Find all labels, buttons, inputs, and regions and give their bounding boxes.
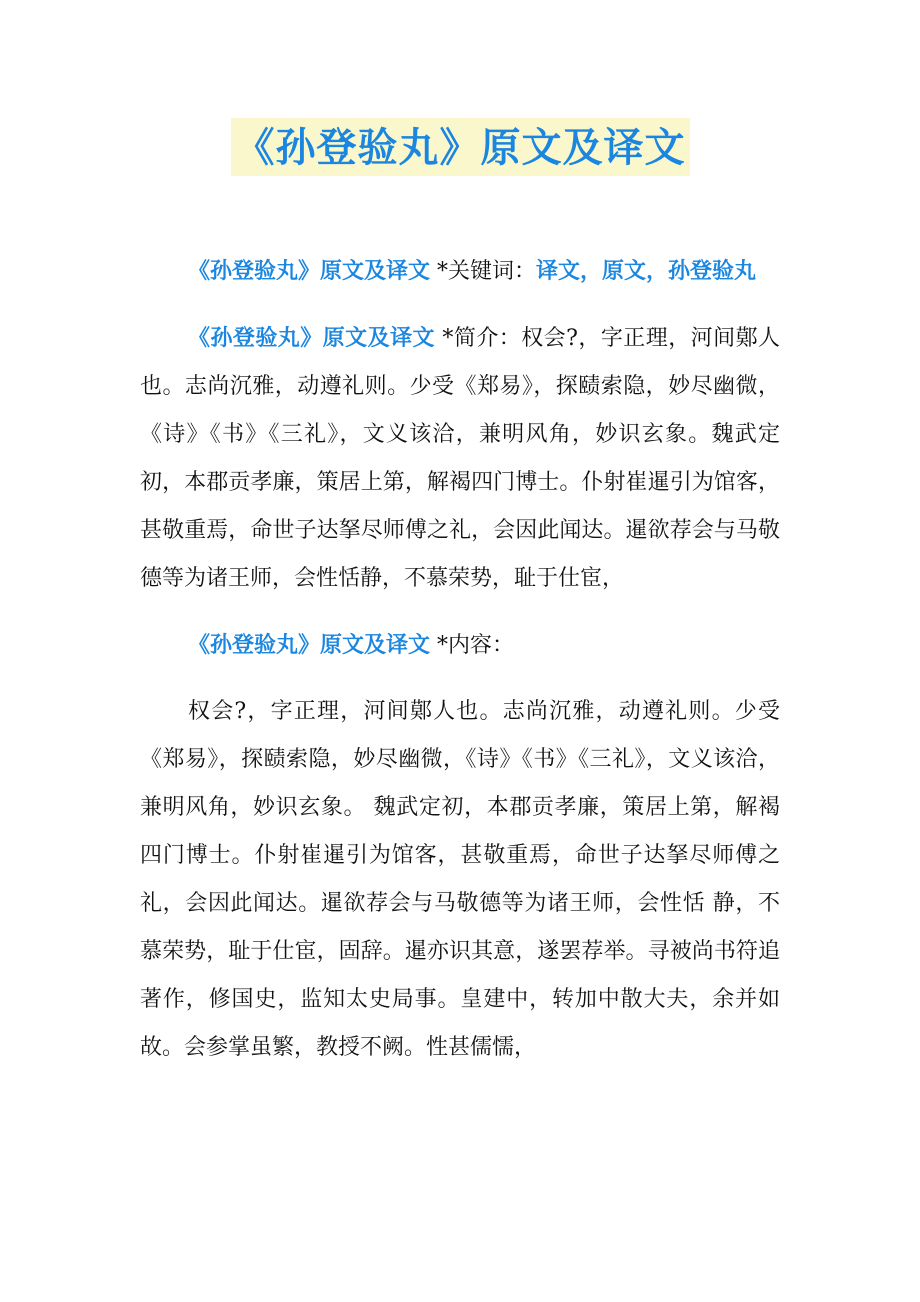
title-container bbox=[0, 118, 920, 176]
keywords-doc-title: 《孙登验丸》原文及译文 bbox=[188, 258, 431, 284]
content-heading-paragraph bbox=[140, 621, 780, 670]
keywords-label: *关键词： bbox=[430, 259, 537, 284]
content-label: *内容： bbox=[430, 633, 515, 658]
keywords-values: 译文，原文，孙登验丸 bbox=[536, 258, 757, 284]
intro-label: *简介： bbox=[434, 326, 522, 351]
content-text: 权会?，字正理，河间鄚人也。志尚沉雅，动遵礼则。少受《郑易》，探赜索隐，妙尽幽微，《诗》《书》《三礼》，文义该洽，兼明风角，妙识玄象。 魏武定初，本郡贡孝廉，策居上第，解褐四门博士。仆射崔暹引为馆客，甚敬重焉，命世子达拏尽师傅之礼，会因此闻达。暹欲荐会与马敬德等为诸王师，会性恬 静，不慕荣势，耻于仕宦，固辞。暹亦识其意，遂罢荐举。寻被尚书符追著作，修国史，监知太史局事。皇建中，转加中散大夫，余并如故。会参掌虽繁，教授不阙。性甚儒懦， bbox=[140, 699, 780, 1060]
document-body bbox=[140, 247, 780, 1090]
content-doc-title: 《孙登验丸》原文及译文 bbox=[188, 632, 431, 658]
keywords-paragraph bbox=[140, 247, 780, 296]
intro-paragraph bbox=[140, 314, 780, 603]
content-paragraph bbox=[140, 688, 780, 1072]
intro-text: 权会?，字正理，河间鄚人也。志尚沉雅，动遵礼则。少受《郑易》，探赜索隐，妙尽幽微，《诗》《书》《三礼》，文义该洽，兼明风角，妙识玄象。魏武定初，本郡贡孝廉，策居上第，解褐四门博士。仆射崔暹引为馆客，甚敬重焉，命世子达拏尽师傅之礼，会因此闻达。暹欲荐会与马敬德等为诸王师，会性恬静，不慕荣势，耻于仕宦， bbox=[140, 326, 780, 591]
intro-doc-title: 《孙登验丸》原文及译文 bbox=[188, 325, 435, 351]
document-title: 《孙登验丸》原文及译文 bbox=[231, 118, 690, 176]
